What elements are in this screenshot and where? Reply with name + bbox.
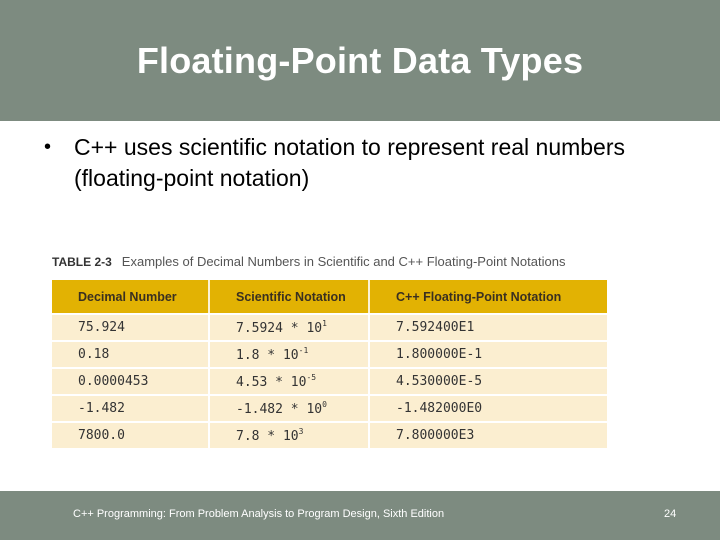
scientific-cell [210,313,370,340]
page-number: 24 [664,508,677,520]
table-row [52,394,607,421]
scientific-base: 4.53 * 10 [236,375,307,390]
scientific-base: 1.8 * 10 [236,348,299,363]
scientific-exponent: 1 [322,319,327,328]
scientific-cell [210,421,370,448]
header-cpp-notation: C++ Floating-Point Notation [370,280,607,313]
table-caption [52,254,565,269]
table-row [52,313,607,340]
table-caption-text: Examples of Decimal Numbers in Scientific and C++ Floating-Point Notations [121,254,566,269]
bullet-dot: • [44,136,52,158]
scientific-base: 7.5924 * 10 [236,321,323,336]
scientific-exponent: -5 [306,373,317,382]
scientific-exponent: 0 [322,400,327,409]
decimal-cell: -1.482 [52,394,210,421]
slide-title: Floating-Point Data Types [136,39,584,81]
cpp-cell: 4.530000E-5 [370,367,607,394]
decimal-cell: 75.924 [52,313,210,340]
scientific-cell [210,394,370,421]
scientific-exponent: -1 [298,346,309,355]
footer-text: C++ Programming: From Problem Analysis to Program Design, Sixth Edition [73,508,445,520]
decimal-cell: 0.0000453 [52,367,210,394]
scientific-exponent: 3 [298,427,304,436]
table-header-row [52,280,607,313]
table-row [52,421,607,448]
header-scientific-notation: Scientific Notation [210,280,370,313]
scientific-base: -1.482 * 10 [236,402,323,417]
cpp-cell: 1.800000E-1 [370,340,607,367]
bullet-point [40,132,660,194]
header-decimal-number: Decimal Number [52,280,210,313]
table-row [52,340,607,367]
notation-table [52,280,607,448]
decimal-cell: 7800.0 [52,421,210,448]
footer-bar [0,491,720,540]
cpp-cell: 7.592400E1 [370,313,607,340]
bullet-text: C++ uses scientific notation to represent real numbers (floating-point notation) [74,134,626,191]
scientific-base: 7.8 * 10 [236,429,299,444]
title-bar [0,0,720,121]
scientific-cell [210,340,370,367]
cpp-cell: -1.482000E0 [370,394,607,421]
table-label: TABLE 2-3 [52,255,112,269]
cpp-cell: 7.800000E3 [370,421,607,448]
decimal-cell: 0.18 [52,340,210,367]
scientific-cell [210,367,370,394]
table-row [52,367,607,394]
